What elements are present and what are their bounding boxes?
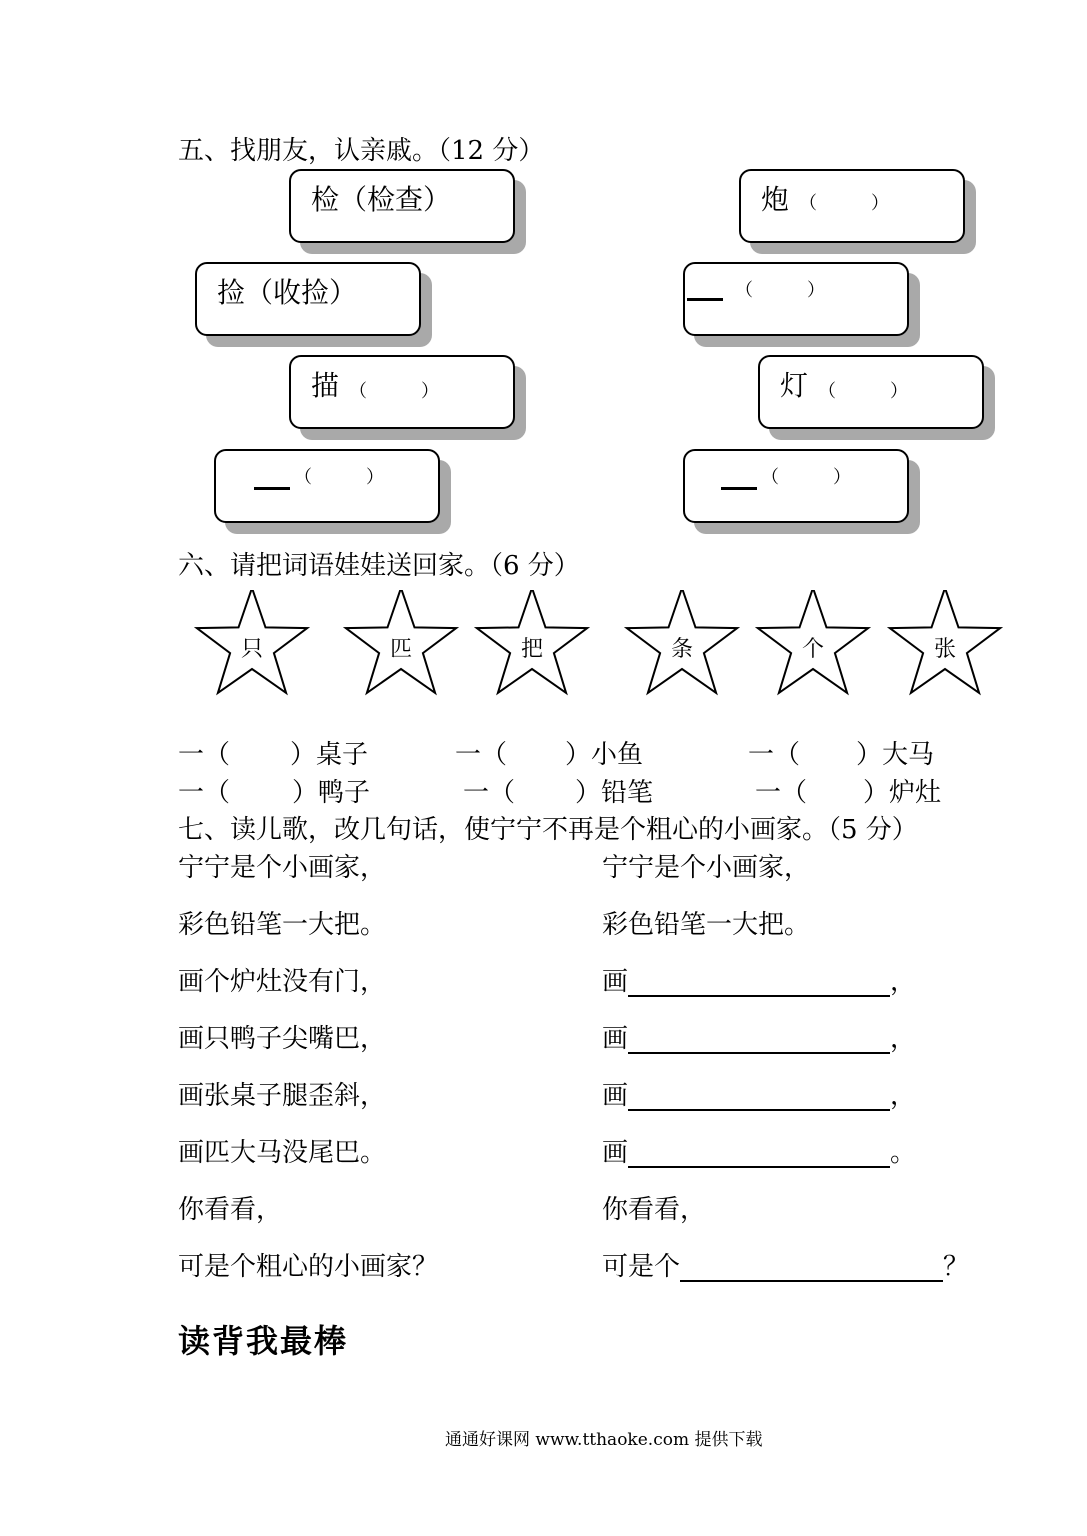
measure-row-1-item-3: 一（ ）大马 xyxy=(748,740,935,770)
star-label: 把 xyxy=(520,637,544,662)
star-label: 张 xyxy=(933,637,957,662)
poem-original-line: 画个炉灶没有门， xyxy=(178,967,387,997)
answer-blank[interactable] xyxy=(628,1026,890,1054)
star-label: 只 xyxy=(240,637,264,662)
poem-revised-line: 画 ， xyxy=(602,1081,917,1111)
star-label: 个 xyxy=(801,637,825,662)
blank-dash xyxy=(721,487,757,490)
section7-title: 七、读儿歌，改几句话，使宁宁不再是个粗心的小画家。（5 分） xyxy=(178,815,918,845)
poem-original-line: 宁宁是个小画家， xyxy=(178,853,387,883)
word-box-right-1 xyxy=(739,169,965,243)
blank-dash xyxy=(254,487,290,490)
word-box-paren: （ ） xyxy=(818,381,908,402)
read-recite-title: 读背我最棒 xyxy=(178,1322,349,1360)
answer-blank[interactable] xyxy=(680,1254,943,1282)
word-box-right-3 xyxy=(758,355,984,429)
poem-revised-line: 画 ， xyxy=(602,967,917,997)
poem-revised-line: 可是个 ？ xyxy=(602,1252,970,1282)
poem-original-line: 画张桌子腿歪斜， xyxy=(178,1081,387,1111)
star-label: 匹 xyxy=(389,637,413,662)
measure-row-2-item-3: 一（ ）炉灶 xyxy=(755,778,942,808)
word-box-char: 炮 xyxy=(761,183,790,216)
poem-original-line: 画匹大马没尾巴。 xyxy=(178,1138,387,1168)
poem-original-line: 你看看， xyxy=(178,1195,283,1225)
word-box-paren: （ ） xyxy=(735,280,825,301)
measure-row-2-item-1: 一（ ）鸭子 xyxy=(178,778,371,808)
measure-row-1-item-2: 一（ ）小鱼 xyxy=(455,740,644,770)
word-box-left-1 xyxy=(289,169,515,243)
section6-title: 六、请把词语娃娃送回家。（6 分） xyxy=(178,551,580,581)
star-label: 条 xyxy=(670,637,694,662)
answer-blank[interactable] xyxy=(628,969,890,997)
stars-row xyxy=(0,590,1087,700)
word-box-left-4 xyxy=(214,449,440,523)
poem-original-line: 画只鸭子尖嘴巴， xyxy=(178,1024,387,1054)
section5-title: 五、找朋友，认亲戚。（12 分） xyxy=(178,136,545,166)
blank-dash xyxy=(687,298,723,301)
poem-revised-line: 宁宁是个小画家， xyxy=(602,853,811,883)
measure-row-1-item-1: 一（ ）桌子 xyxy=(178,740,369,770)
poem-original-line: 可是个粗心的小画家？ xyxy=(178,1252,439,1282)
poem-revised-line: 画 。 xyxy=(602,1138,917,1168)
word-box-text: 检（检查） xyxy=(311,183,452,216)
word-box-right-4 xyxy=(683,449,909,523)
word-box-paren: （ ） xyxy=(349,381,439,402)
word-box-text: 捡（收捡） xyxy=(217,276,358,309)
word-box-left-2 xyxy=(195,262,421,336)
poem-original-line: 彩色铅笔一大把。 xyxy=(178,910,387,940)
poem-revised-line: 画 ， xyxy=(602,1024,917,1054)
word-box-paren: （ ） xyxy=(294,467,384,488)
word-box-left-3 xyxy=(289,355,515,429)
measure-row-2-item-2: 一（ ）铅笔 xyxy=(463,778,654,808)
answer-blank[interactable] xyxy=(628,1140,890,1168)
word-box-char: 描 xyxy=(311,369,340,402)
footer-text: 通通好课网 www.tthaoke.com 提供下载 xyxy=(445,1430,763,1450)
word-box-char: 灯 xyxy=(780,369,809,402)
word-box-paren: （ ） xyxy=(799,193,889,214)
word-box-right-2 xyxy=(683,262,909,336)
word-box-paren: （ ） xyxy=(761,467,851,488)
poem-revised-line: 彩色铅笔一大把。 xyxy=(602,910,811,940)
poem-revised-line: 你看看， xyxy=(602,1195,707,1225)
answer-blank[interactable] xyxy=(628,1083,890,1111)
